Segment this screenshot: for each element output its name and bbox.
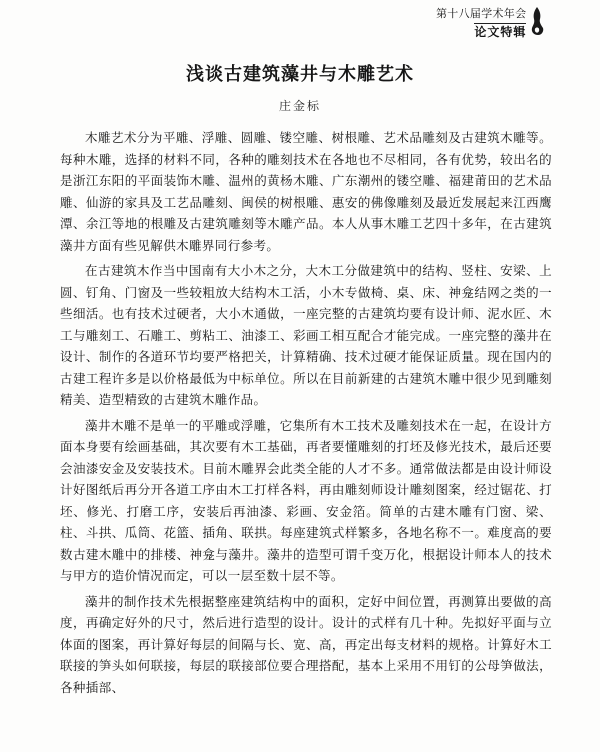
paragraph: 藻井的制作技术先根据整座建筑结构中的面积，定好中间位置，再测算出要做的高度，再确定好外的尺寸，然后进行造型的设计。设计的式样有几十种。先拟好平面与立体面的图案，再计算好每层的间隔与长、宽、高，再定出每支材料的规格。计算好木工联接的笋头如何联接，每层的联接部位要合理搭配，基本上采用不用钉的公母笋做法，各种插部、 (60, 593, 552, 695)
section-label: 论文特辑 (474, 25, 527, 39)
article-body (60, 127, 552, 702)
paragraph: 藻井木雕不是单一的平雕或浮雕，它集所有木工技术及雕刻技术在一起，在设计方面本身要有绘画基础，其次要有木工基础，再者要懂雕刻的打坯及修光技术，最后还要会油漆安金及安装技术。目前木雕界会此类全能的人才不多。通常做法都是由设计师设计好图纸后再分开各道工序由木工打样各料，再由雕刻师设计雕刻图案，经过锯花、打坯、修光、打磨工序，安装后再油漆、彩画、安金箔。简单的古建木雕有门窗、梁、柱、斗拱、瓜筒、花篮、插角、联拱。每座建筑式样繁多，各地名称不一。难度高的要数古建木雕中的排楼、神龛与藻井。藻井的造型可谓千变万化，根据设计师本人的技术与甲方的造价情况而定，可以一层至数十层不等。 (60, 417, 552, 583)
conference-series-label: 第十八届学术年会 (436, 7, 527, 20)
conference-badge (436, 7, 526, 40)
article-author: 庄金标 (278, 99, 321, 113)
ink-brush-icon (528, 6, 546, 36)
paragraph: 在古建筑木作当中国南有大小木之分，大木工分做建筑中的结构、竖柱、安梁、上圆、钉角、门窗及一些较粗放大结构木工活，小木专做椅、桌、床、神龛结网之类的一些细活。也有技术过硬者，大小木通做，一座完整的古建筑均要有设计师、泥水匠、木工与雕刻工、石雕工、剪粘工、油漆工、彩画工相互配合才能完成。一座完整的藻井在设计、制作的各道环节均要严格把关，计算精确、技术过硬才能保证质量。现在国内的古建工程许多是以价格最低为中标单位。所以在目前新建的古建筑木雕中很少见到雕刻精美、造型精致的古建筑木雕作品。 (60, 263, 552, 407)
paragraph: 木雕艺术分为平雕、浮雕、圆雕、镂空雕、树根雕、艺术品雕刻及古建筑木雕等。每种木雕，选择的材料不同，各种的雕刻技术在各地也不尽相同，各有优势，较出名的是浙江东阳的平面装饰木雕、温州的黄杨木雕、广东潮州的镂空雕、福建莆田的艺术品雕、仙游的家具及工艺品雕刻、闽侯的树根雕、惠安的佛像雕刻及最近发展起来江西鹰潭、余江等地的根雕及古建筑雕刻等木雕产品。本人从事木雕工艺四十多年，在古建筑藻井方面有些见解供木雕界同行参考。 (60, 130, 552, 253)
article-title: 浅谈古建筑藻井与木雕艺术 (186, 64, 414, 85)
